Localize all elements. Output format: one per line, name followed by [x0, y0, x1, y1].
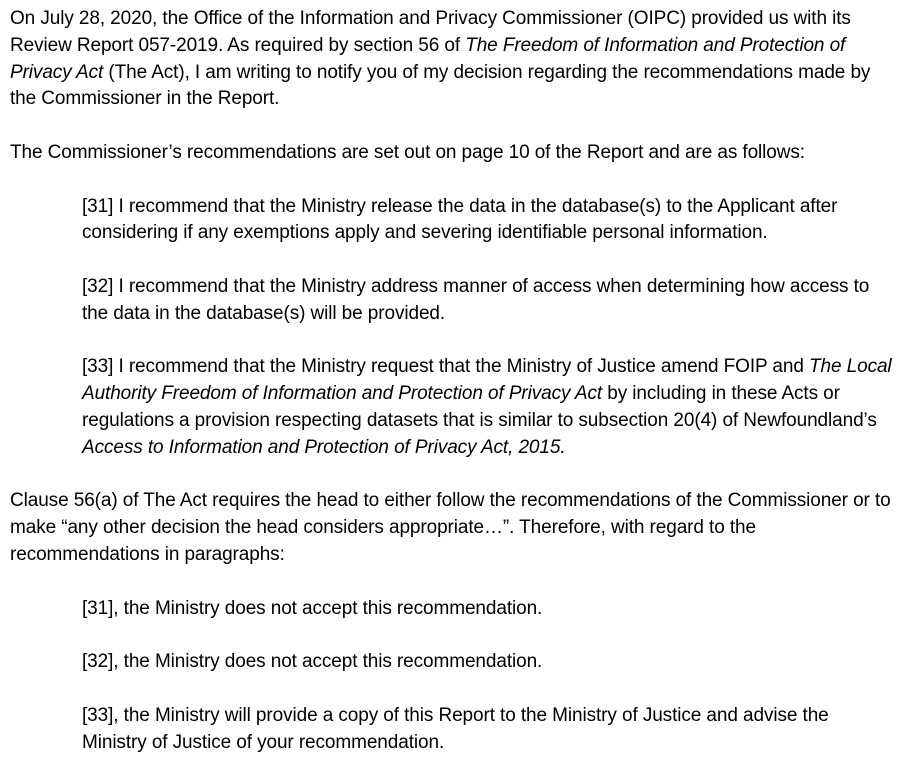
- clause-paragraph: Clause 56(a) of The Act requires the head to either follow the recommendations of the Commissioner or to make “any other decision the head considers appropriate…”. Therefore, with regard to the recommendations in paragraphs:: [10, 490, 891, 565]
- intro-text-start: On July 28, 2020, the Office of the Information and Privacy Commissioner (OIPC) provided us with its Review Report 057-2019. As required by section 56 of: [10, 8, 851, 56]
- newfoundland-act-title: Access to Information and Protection of Privacy Act, 2015.: [82, 436, 566, 458]
- letter-body: [10, 6, 894, 756]
- intro-paragraph: [10, 6, 894, 113]
- response-31: [31], the Ministry does not accept this recommendation.: [82, 597, 543, 619]
- local-authority-act-title: The Local Authority Freedom of Information and Protection of Privacy Act: [82, 356, 892, 405]
- response-33: [33], the Ministry will provide a copy of this Report to the Ministry of Justice and advise the Ministry of Justice of your recommendation.: [82, 704, 829, 753]
- act-title: The Freedom of Information and Protection of Privacy Act: [10, 34, 846, 83]
- intro-text-end: (The Act), I am writing to notify you of my decision regarding the recommendations made by the Commissioner in the Report.: [10, 61, 871, 110]
- recommendation-33: [10, 354, 894, 461]
- recommendation-32: [32] I recommend that the Ministry address manner of access when determining how access to the data in the database(s) will be provided.: [82, 275, 870, 324]
- recommendations-intro: The Commissioner’s recommendations are set out on page 10 of the Report and are as follows:: [10, 141, 805, 163]
- recommendation-31: [31] I recommend that the Ministry release the data in the database(s) to the Applicant after considering if any exemptions apply and severing identifiable personal information.: [82, 195, 838, 244]
- response-32: [32], the Ministry does not accept this recommendation.: [82, 651, 543, 673]
- recommendation-33-middle: by including in these Acts or regulations a provision respecting datasets that is similar to subsection 20(4) of Newfoundland’s: [82, 383, 877, 431]
- recommendation-33-start: [33] I recommend that the Ministry request that the Ministry of Justice amend FOIP and: [82, 356, 810, 378]
